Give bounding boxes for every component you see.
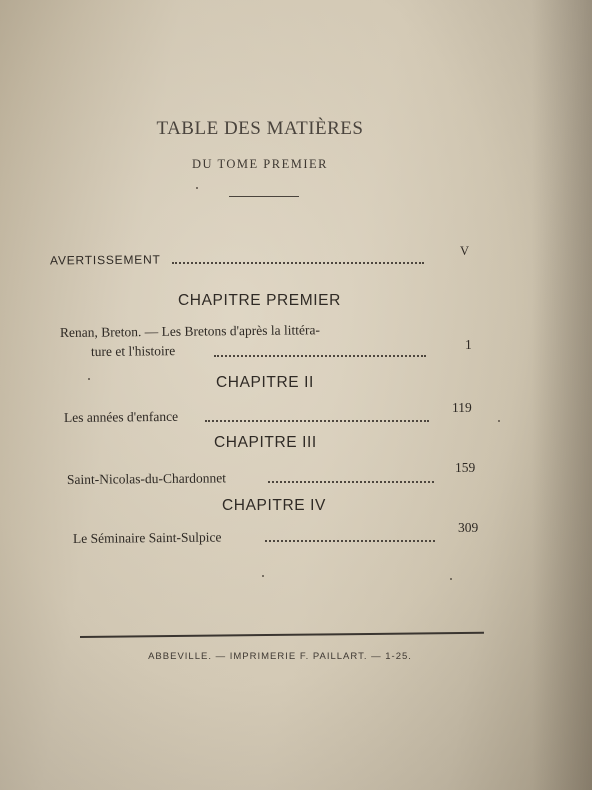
paper-speck — [450, 578, 452, 580]
chapter-heading-1: CHAPITRE PREMIER — [178, 292, 341, 309]
toc-page-3: 159 — [455, 460, 476, 475]
toc-leader-2 — [205, 420, 429, 422]
footer-rule — [80, 632, 484, 638]
paper-speck — [262, 575, 264, 577]
printer-imprint: ABBEVILLE. — IMPRIMERIE F. PAILLART. — 1-25. — [148, 651, 412, 662]
toc-entry-4: Le Séminaire Saint-Sulpice — [72, 529, 222, 546]
toc-page-4: 309 — [458, 520, 479, 535]
page-subtitle: DU TOME PREMIER — [192, 157, 328, 171]
toc-entry-1-line2: ture et l'histoire — [90, 343, 176, 359]
chapter-heading-4: CHAPITRE IV — [222, 497, 326, 514]
toc-leader-3 — [268, 481, 434, 483]
page-shadow — [532, 0, 592, 790]
toc-leader-4 — [265, 540, 435, 542]
toc-page-1: 1 — [465, 337, 472, 352]
page-title: TABLE DES MATIÈRES — [156, 118, 364, 139]
toc-entry-avertissement: AVERTISSEMENT — [49, 252, 161, 268]
chapter-heading-3: CHAPITRE III — [214, 434, 317, 451]
paper-speck — [88, 378, 90, 380]
title-divider — [229, 196, 299, 197]
paper-speck — [498, 420, 500, 422]
toc-entry-2: Les années d'enfance — [63, 408, 179, 425]
toc-entry-3: Saint-Nicolas-du-Chardonnet — [66, 470, 227, 487]
toc-page-avertissement: V — [460, 244, 470, 258]
toc-leader-avertissement — [172, 262, 424, 264]
toc-entry-1-line1: Renan, Breton. — Les Bretons d'après la littéra- — [59, 322, 321, 340]
paper-speck — [196, 187, 198, 189]
chapter-heading-2: CHAPITRE II — [216, 374, 314, 391]
toc-page-2: 119 — [452, 400, 472, 415]
toc-leader-1 — [214, 355, 426, 357]
